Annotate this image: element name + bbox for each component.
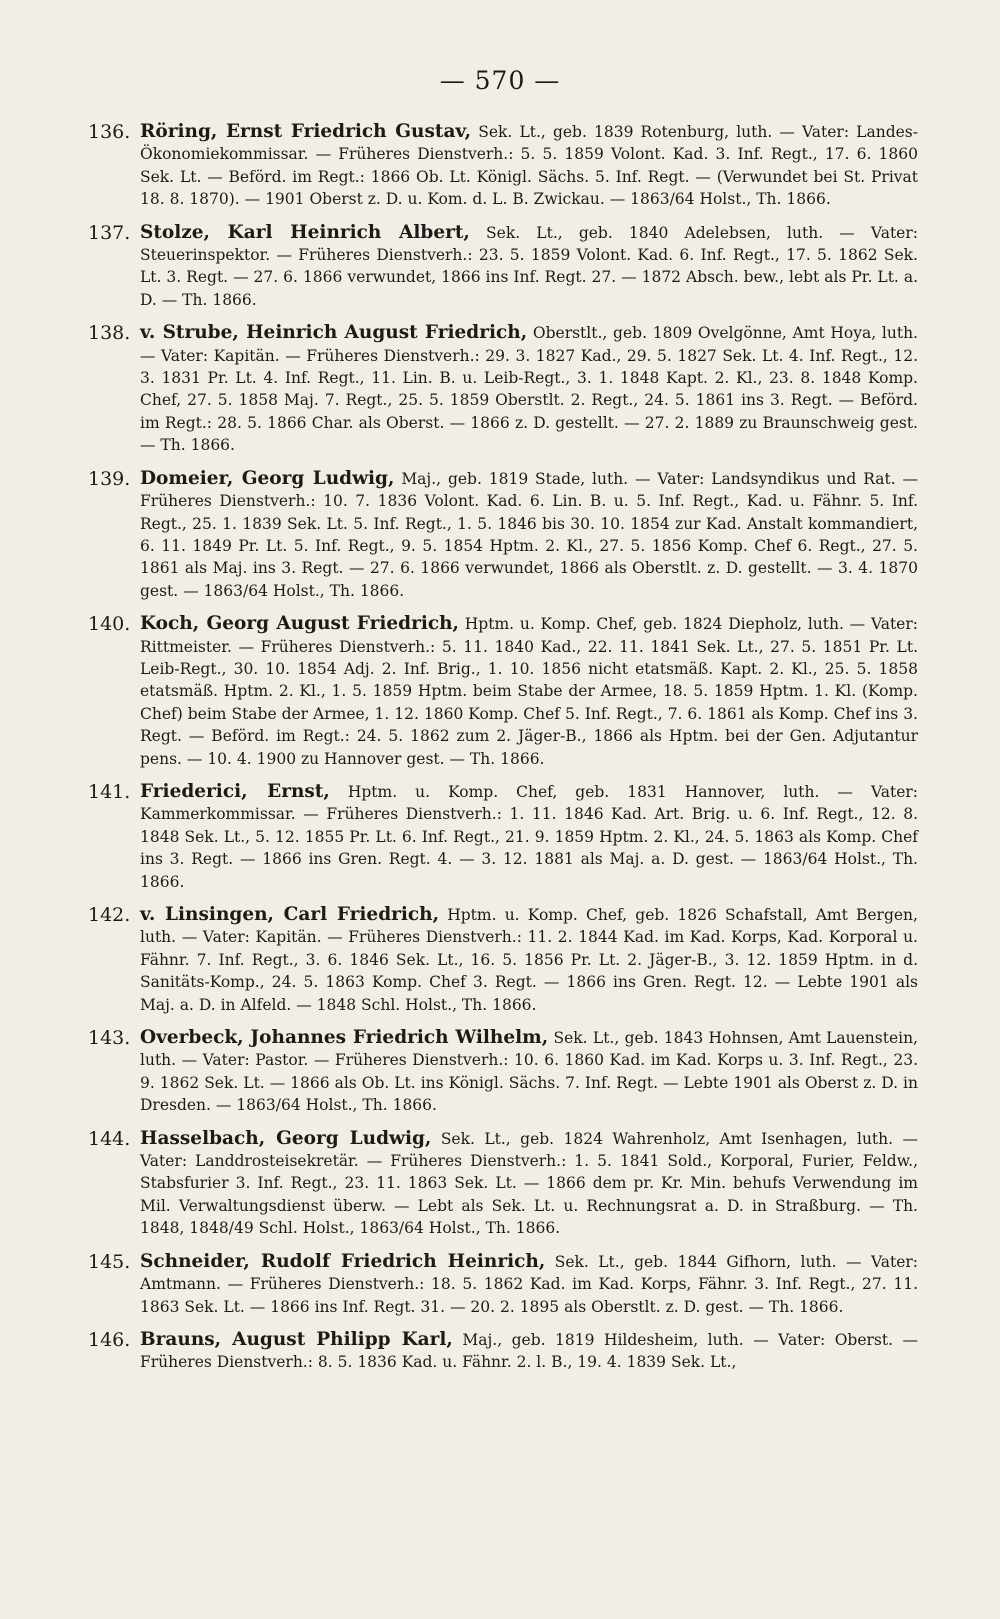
entry-number: 140. bbox=[88, 613, 131, 636]
entry-name: Schneider, Rudolf Friedrich Heinrich, bbox=[140, 1250, 546, 1272]
entry-name: Overbeck, Johannes Friedrich Wilhelm, bbox=[140, 1027, 549, 1049]
entry-text: Hptm. u. Komp. Chef, geb. 1824 Diepholz, luth. — Vater: Rittmeister. — Früheres Dienstverh.: 5. 11. 1840 Kad., 22. 11. 1841 Sek. Lt., 27. 5. 1851 Pr. Lt. Leib-Regt., 30. 10. 1854 Adj. 2. Inf. Brig., 1. 10. 1856 nicht etatsmäß. Kapt. 2. Kl., 25. 5. 1858 etatsmäß. Hptm. 2. Kl., 1. 5. 1859 Hptm. beim Stabe der Armee, 18. 5. 1859 Hptm. 1. Kl. (Komp. Chef) beim Stabe der Armee, 1. 12. 1860 Komp. Chef 5. Inf. Regt., 7. 6. 1861 als Komp. Chef ins 3. Regt. — Beförd. im Regt.: 24. 5. 1862 zum 2. Jäger-B., 1866 als Hptm. bei der Gen. Adjutantur pens. — 10. 4. 1900 zu Hannover gest. — Th. 1866. bbox=[140, 615, 918, 768]
entry-number: 142. bbox=[88, 904, 131, 926]
entry-name: v. Linsingen, Carl Friedrich, bbox=[140, 904, 440, 925]
entry-name: Röring, Ernst Friedrich Gustav, bbox=[140, 121, 472, 142]
entry-number: 138. bbox=[88, 322, 131, 345]
entry-name: Friederici, Ernst, bbox=[140, 780, 330, 802]
entry-name: Koch, Georg August Friedrich, bbox=[140, 613, 459, 635]
entry-name: Hasselbach, Georg Ludwig, bbox=[140, 1127, 432, 1149]
entry bbox=[88, 1251, 918, 1318]
page-number: — 570 — bbox=[439, 66, 561, 95]
entry-number: 139. bbox=[88, 467, 131, 490]
entry-text: Sek. Lt., geb. 1840 Adelebsen, luth. — Vater: Steuerinspektor. — Früheres Dienstverh.: 23. 5. 1859 Volont. Kad. 6. Inf. Regt., 17. 5. 1862 Sek. Lt. 3. Regt. — 27. 6. 1866 verwundet, 1866 ins Inf. Regt. 27. — 1872 Absch. bew., lebt als Pr. Lt. a. D. — Th. 1866. bbox=[140, 223, 918, 309]
entry bbox=[88, 1329, 918, 1374]
entry bbox=[88, 121, 918, 211]
entry-text: Sek. Lt., geb. 1839 Rotenburg, luth. — Vater: Landes-Ökonomiekommissar. — Früheres Dienstverh.: 5. 5. 1859 Volont. Kad. 3. Inf. Regt., 17. 6. 1860 Sek. Lt. — Beförd. im Regt.: 1866 Ob. Lt. Königl. Sächs. 5. Inf. Regt. — (Verwundet bei St. Privat 18. 8. 1870). — 1901 Oberst z. D. u. Kom. d. L. B. Zwickau. — 1863/64 Holst., Th. 1866. bbox=[140, 123, 918, 209]
entry-name: Domeier, Georg Ludwig, bbox=[140, 467, 395, 489]
entry bbox=[88, 1027, 918, 1117]
entry-number: 137. bbox=[88, 221, 131, 244]
entry bbox=[88, 222, 918, 312]
entry-number: 141. bbox=[88, 780, 131, 803]
entry bbox=[88, 613, 918, 770]
entry-name: Brauns, August Philipp Karl, bbox=[140, 1328, 453, 1350]
entry-text: Hptm. u. Komp. Chef, geb. 1826 Schafstall, Amt Bergen, luth. — Vater: Kapitän. — Früheres Dienstverh.: 11. 2. 1844 Kad. im Kad. Korps, Kad. Korporal u. Fähnr. 7. Inf. Regt., 3. 6. 1846 Sek. Lt., 16. 5. 1856 Pr. Lt. 2. Jäger-B., 3. 12. 1859 Hptm. in d. Sanitäts-Komp., 24. 5. 1863 Komp. Chef 3. Regt. — 1866 ins Gren. Regt. 12. — Lebte 1901 als Maj. a. D. in Alfeld. — 1848 Schl. Holst., Th. 1866. bbox=[140, 906, 918, 1014]
entry-number: 146. bbox=[88, 1328, 131, 1351]
entry-list bbox=[88, 121, 918, 1385]
entry bbox=[88, 468, 918, 602]
entry-text: Maj., geb. 1819 Stade, luth. — Vater: Landsyndikus und Rat. — Früheres Dienstverh.: 10. 7. 1836 Volont. Kad. 6. Lin. B. u. 5. Inf. Regt., Kad. u. Fähnr. 5. Inf. Regt., 25. 1. 1839 Sek. Lt. 5. Inf. Regt., 1. 5. 1846 bis 30. 10. 1854 zur Kad. Anstalt kommandiert, 6. 11. 1849 Pr. Lt. 5. Inf. Regt., 9. 5. 1854 Hptm. 2. Kl., 27. 5. 1856 Komp. Chef 6. Regt., 27. 5. 1861 als Maj. ins 3. Regt. — 27. 6. 1866 verwundet, 1866 als Oberstlt. z. D. gestellt. — 3. 4. 1870 gest. — 1863/64 Holst., Th. 1866. bbox=[140, 469, 918, 600]
entry-name: v. Strube, Heinrich August Friedrich, bbox=[140, 322, 528, 344]
entry-name: Stolze, Karl Heinrich Albert, bbox=[140, 221, 470, 243]
entry bbox=[88, 904, 918, 1016]
entry-text: Oberstlt., geb. 1809 Ovelgönne, Amt Hoya, luth. — Vater: Kapitän. — Früheres Dienstverh.: 29. 3. 1827 Kad., 29. 5. 1827 Sek. Lt. 4. Inf. Regt., 12. 3. 1831 Pr. Lt. 4. Inf. Regt., 11. Lin. B. u. Leib-Regt., 3. 1. 1848 Kapt. 2. Kl., 23. 8. 1848 Komp. Chef, 27. 5. 1858 Maj. 7. Regt., 25. 5. 1859 Oberstlt. 2. Regt., 24. 5. 1861 ins 3. Regt. — Beförd. im Regt.: 28. 5. 1866 Char. als Oberst. — 1866 z. D. gestellt. — 27. 2. 1889 zu Braunschweig gest. — Th. 1866. bbox=[140, 324, 918, 455]
entry-text: Sek. Lt., geb. 1844 Gifhorn, luth. — Vater: Amtmann. — Früheres Dienstverh.: 18. 5. 1862 Kad. im Kad. Korps, Fähnr. 3. Inf. Regt., 27. 11. 1863 Sek. Lt. — 1866 ins Inf. Regt. 31. — 20. 2. 1895 als Oberstlt. z. D. gest. — Th. 1866. bbox=[140, 1252, 919, 1316]
entry-text: Hptm. u. Komp. Chef, geb. 1831 Hannover, luth. — Vater: Kammerkommissar. — Früheres Dienstverh.: 1. 11. 1846 Kad. Art. Brig. u. 6. Inf. Regt., 12. 8. 1848 Sek. Lt., 5. 12. 1855 Pr. Lt. 6. Inf. Regt., 21. 9. 1859 Hptm. 2. Kl., 24. 5. 1863 als Komp. Chef ins 3. Regt. — 1866 ins Gren. Regt. 4. — 3. 12. 1881 als Maj. a. D. gest. — 1863/64 Holst., Th. 1866. bbox=[140, 782, 918, 891]
entry-number: 144. bbox=[88, 1127, 131, 1150]
entry bbox=[88, 322, 918, 456]
entry bbox=[88, 781, 918, 893]
entry-number: 136. bbox=[88, 121, 131, 143]
entry bbox=[88, 1128, 918, 1240]
entry-text: Maj., geb. 1819 Hildesheim, luth. — Vater: Oberst. — Früheres Dienstverh.: 8. 5. 1836 Kad. u. Fähnr. 2. l. B., 19. 4. 1839 Sek. Lt., bbox=[140, 1330, 918, 1372]
entry-text: Sek. Lt., geb. 1824 Wahrenholz, Amt Isenhagen, luth. — Vater: Landdrosteisekretär. — Früheres Dienstverh.: 1. 5. 1841 Sold., Korporal, Furier, Feldw., Stabsfurier 3. Inf. Regt., 23. 11. 1863 Sek. Lt. — 1866 dem pr. Kr. Min. behufs Verwendung im Mil. Verwaltungsdienst überw. — Lebt als Sek. Lt. u. Rechnungsrat a. D. in Straßburg. — Th. 1848, 1848/49 Schl. Holst., 1863/64 Holst., Th. 1866. bbox=[140, 1129, 918, 1238]
entry-number: 145. bbox=[88, 1250, 131, 1273]
entry-text: Sek. Lt., geb. 1843 Hohnsen, Amt Lauenstein, luth. — Vater: Pastor. — Früheres Dienstverh.: 10. 6. 1860 Kad. im Kad. Korps u. 3. Inf. Regt., 23. 9. 1862 Sek. Lt. — 1866 als Ob. Lt. ins Königl. Sächs. 7. Inf. Regt. — Lebte 1901 als Oberst z. D. in Dresden. — 1863/64 Holst., Th. 1866. bbox=[140, 1029, 918, 1115]
entry-number: 143. bbox=[88, 1027, 131, 1050]
